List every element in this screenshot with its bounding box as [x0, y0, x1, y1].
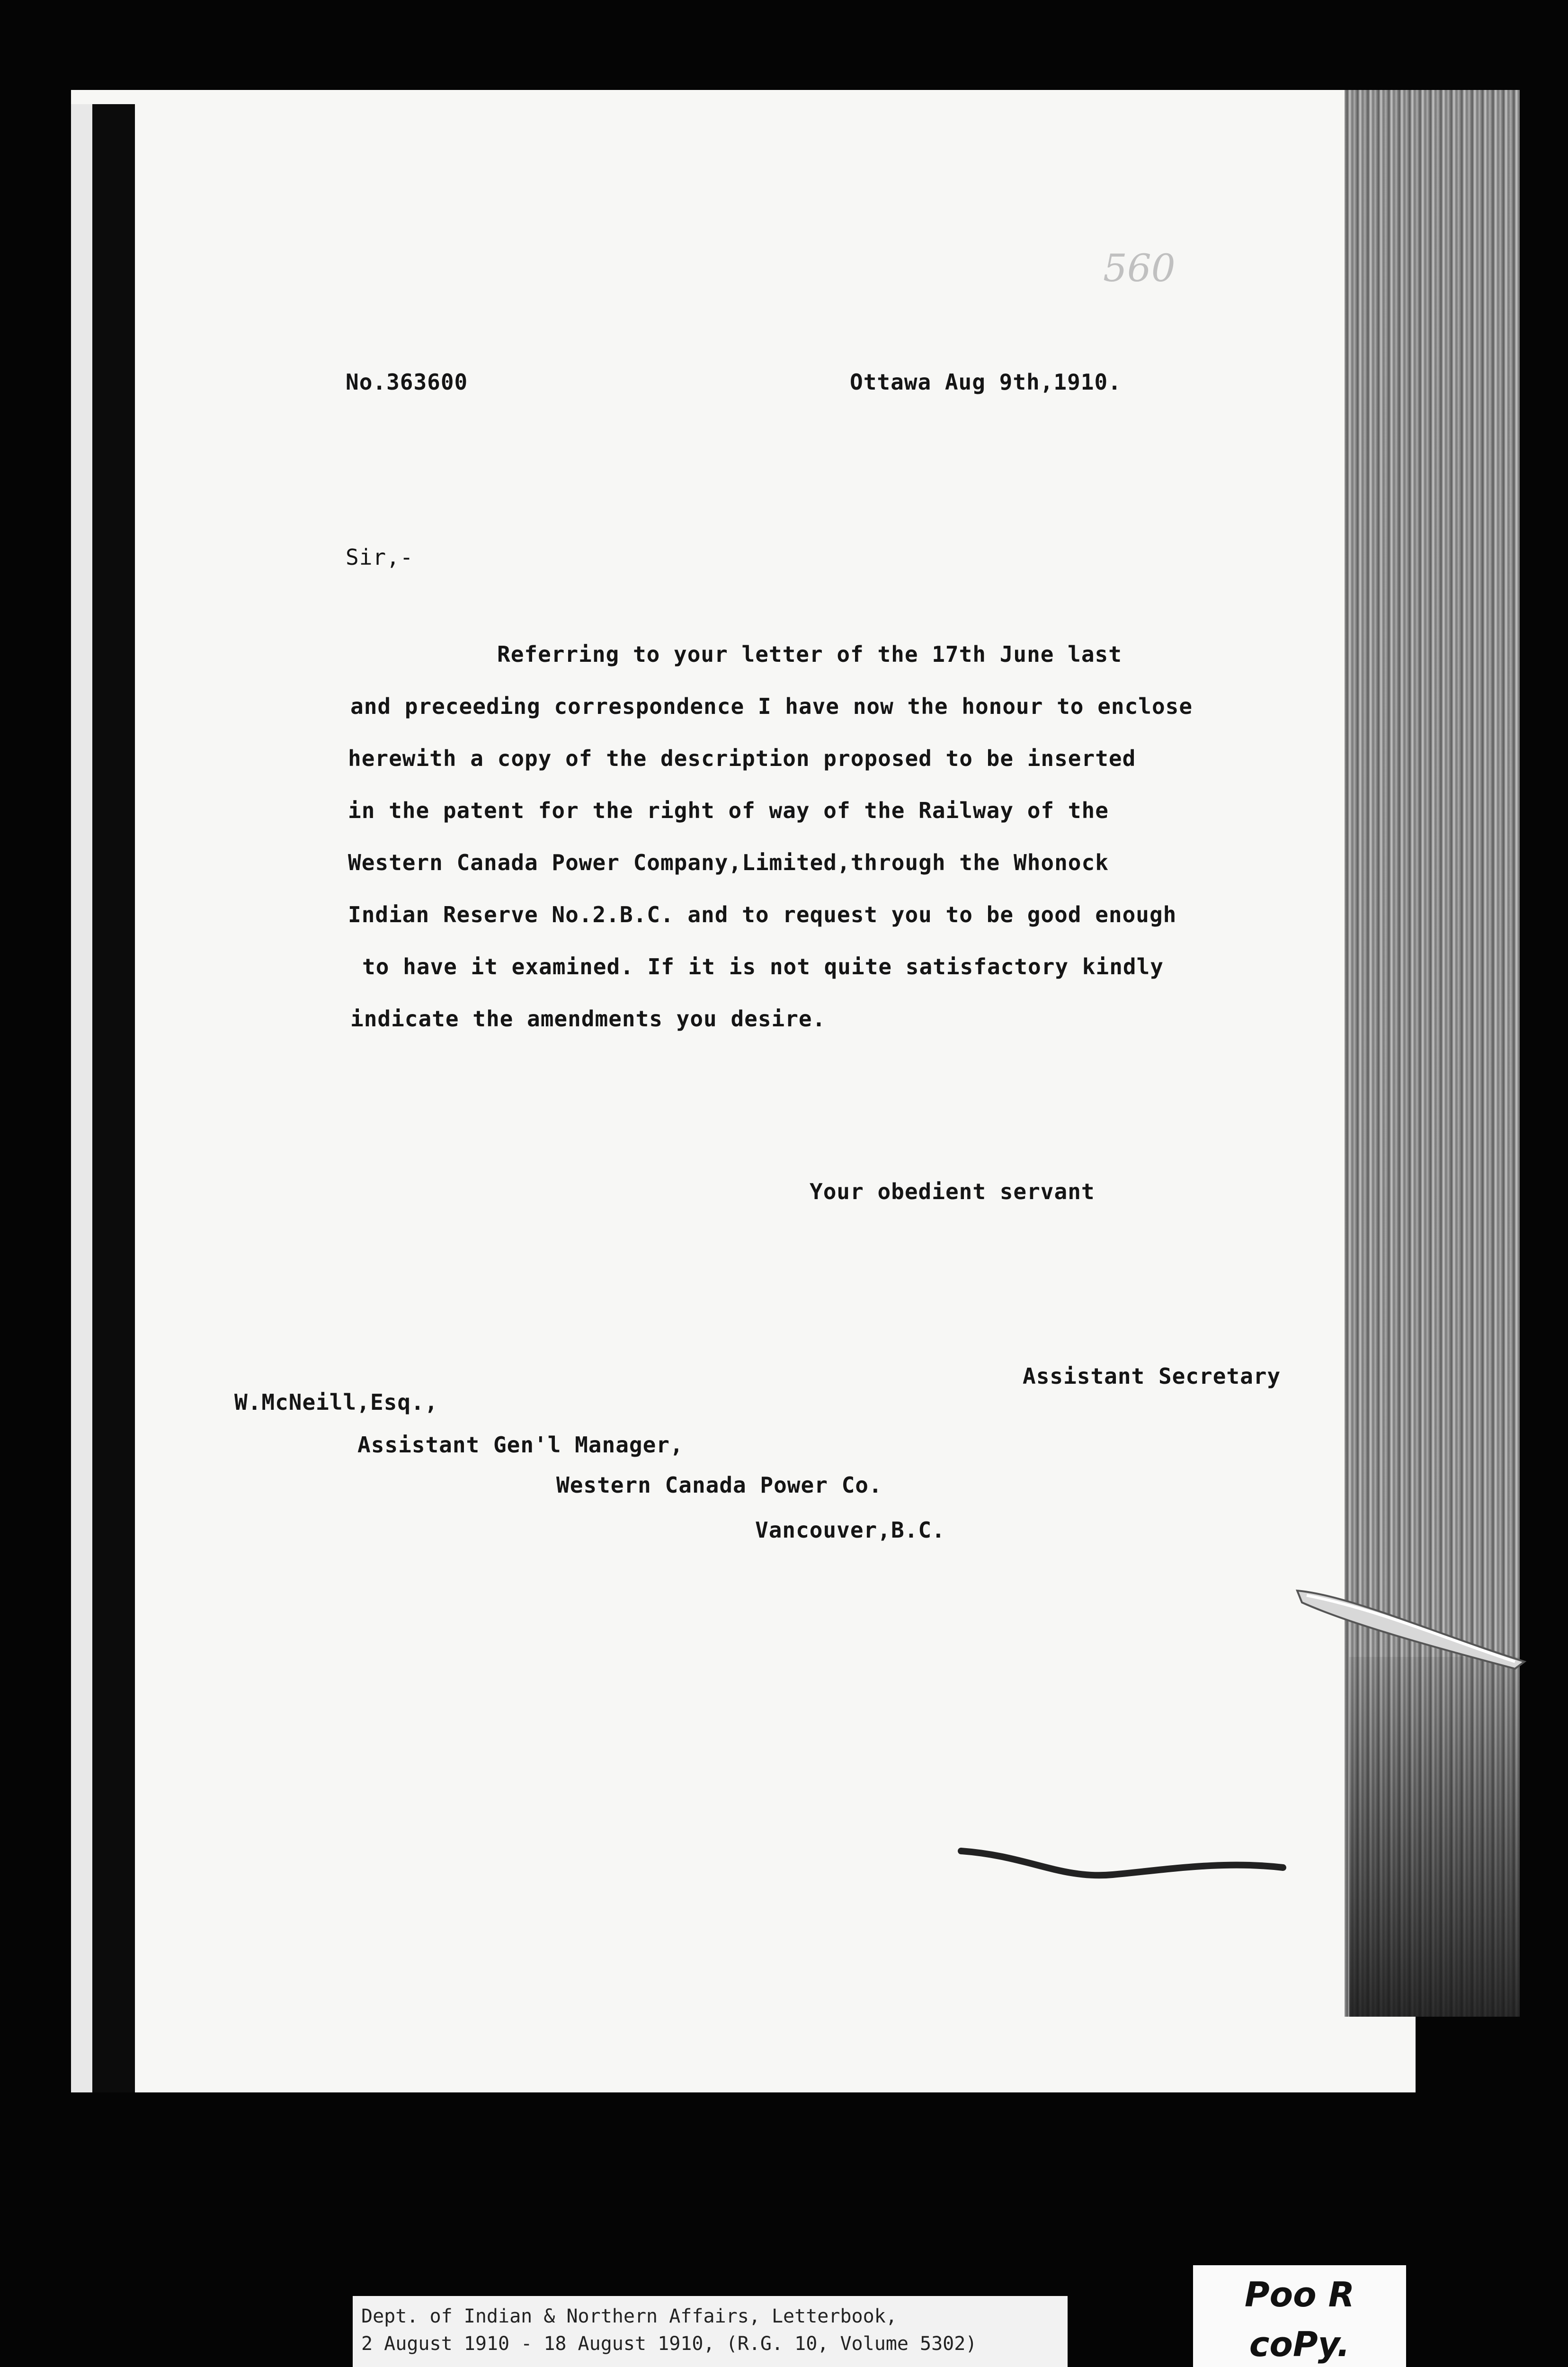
letter-opener-knife: [1292, 1581, 1539, 1676]
poor-copy-line: Poo R: [1244, 2275, 1355, 2314]
folio-stamp: 560: [1103, 246, 1176, 290]
archive-reference-label: [353, 2296, 1068, 2367]
letter-salutation: Sir,-: [346, 544, 414, 570]
letter-date: Ottawa Aug 9th,1910.: [850, 369, 1122, 395]
signatory-title: Assistant Secretary: [1023, 1363, 1281, 1389]
letter-body-line: Western Canada Power Company,Limited,through the Whonock: [348, 850, 1109, 875]
letter-body-line: herewith a copy of the description proposed to be inserted: [348, 746, 1136, 771]
archive-reference-line: 2 August 1910 - 18 August 1910, (R.G. 10, Volume 5302): [361, 2333, 977, 2355]
page-edge: [71, 104, 92, 2092]
letter-number: No.363600: [346, 369, 468, 395]
poor-copy-note: [1193, 2265, 1406, 2367]
letter-body-line: to have it examined. If it is not quite satisfactory kindly: [362, 954, 1164, 979]
poor-copy-line: coPy.: [1249, 2324, 1350, 2364]
letter-body-line: Indian Reserve No.2.B.C. and to request you to be good enough: [348, 902, 1177, 927]
addressee-name: W.McNeill,Esq.,: [234, 1389, 438, 1415]
book-shadow: [1349, 1657, 1520, 2017]
letter-body-line: in the patent for the right of way of the Railway of the: [348, 798, 1109, 823]
letter-body-line: Referring to your letter of the 17th June last: [497, 641, 1122, 667]
letter-body-line: and preceeding correspondence I have now the honour to enclose: [350, 694, 1193, 719]
letter-page: [71, 90, 1416, 2092]
pencil-mark: [956, 1846, 1288, 1884]
addressee-title: Assistant Gen'l Manager,: [357, 1432, 684, 1458]
addressee-city: Vancouver,B.C.: [755, 1517, 945, 1543]
letter-body-line: indicate the amendments you desire.: [350, 1006, 826, 1032]
binding-shadow: [92, 104, 135, 2092]
archive-reference-line: Dept. of Indian & Northern Affairs, Letterbook,: [361, 2305, 897, 2327]
addressee-company: Western Canada Power Co.: [556, 1472, 882, 1498]
letter-closing: Your obedient servant: [810, 1179, 1095, 1204]
